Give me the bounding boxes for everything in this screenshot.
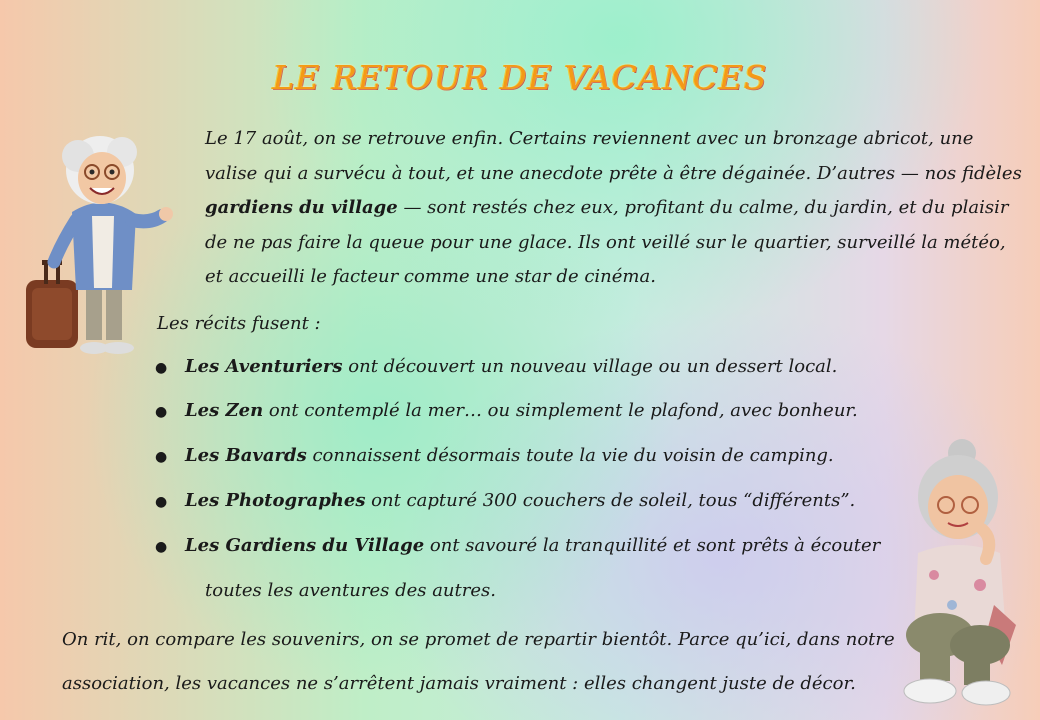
list-intro: Les récits fusent : [157, 313, 321, 334]
list-item-name: Les Zen [185, 400, 264, 421]
list-item-name: Les Aventuriers [185, 356, 343, 377]
list-item-name: Les Bavards [185, 445, 307, 466]
list-item-name: Les Gardiens du Village [185, 535, 425, 556]
intro-paragraph [205, 122, 1025, 295]
list-item [155, 529, 880, 564]
bullet-icon: ● [155, 539, 168, 555]
intro-text-end: — sont restés chez eux, profitant du calme, du jardin, et du plaisir de ne pas faire la queue pour une glace. Ils ont veillé sur le quartier, surveillé la météo, et accueilli le facteur comme une star de cinéma. [205, 197, 1009, 287]
list-item [155, 394, 858, 429]
list-item-text: ont découvert un nouveau village ou un dessert local. [342, 356, 838, 377]
list-item-text: ont contemplé la mer… ou simplement le plafond, avec bonheur. [263, 400, 858, 421]
intro-text-start: Le 17 août, on se retrouve enfin. Certains reviennent avec un bronzage abricot, une valise qui a survécu à tout, et une anecdote prête à être dégainée. D’autres — nos fidèles [205, 128, 1022, 184]
list-item-text: connaissent désormais toute la vie du voisin de camping. [306, 445, 834, 466]
list-item-text: ont capturé 300 couchers de soleil, tous “différents”. [365, 490, 856, 511]
closing-paragraph: On rit, on compare les souvenirs, on se promet de repartir bientôt. Parce qu’ici, dans notre association, les vacances ne s’arrêtent jamais vraiment : elles changent juste de décor. [62, 629, 895, 694]
list-item-text: ont savouré la tranquillité et sont prêts à écouter [424, 535, 881, 556]
bullet-icon: ● [155, 360, 168, 376]
list-item-continuation: toutes les aventures des autres. [205, 580, 496, 601]
bullet-icon: ● [155, 449, 168, 465]
bullet-icon: ● [155, 494, 168, 510]
list-item-name: Les Photographes [185, 490, 366, 511]
bullet-icon: ● [155, 404, 168, 420]
intro-bold-text: gardiens du village [205, 197, 398, 218]
page-title: LE RETOUR DE VACANCES [272, 58, 768, 97]
list-item [155, 484, 855, 519]
list-item [155, 439, 834, 474]
list-item [155, 350, 837, 385]
